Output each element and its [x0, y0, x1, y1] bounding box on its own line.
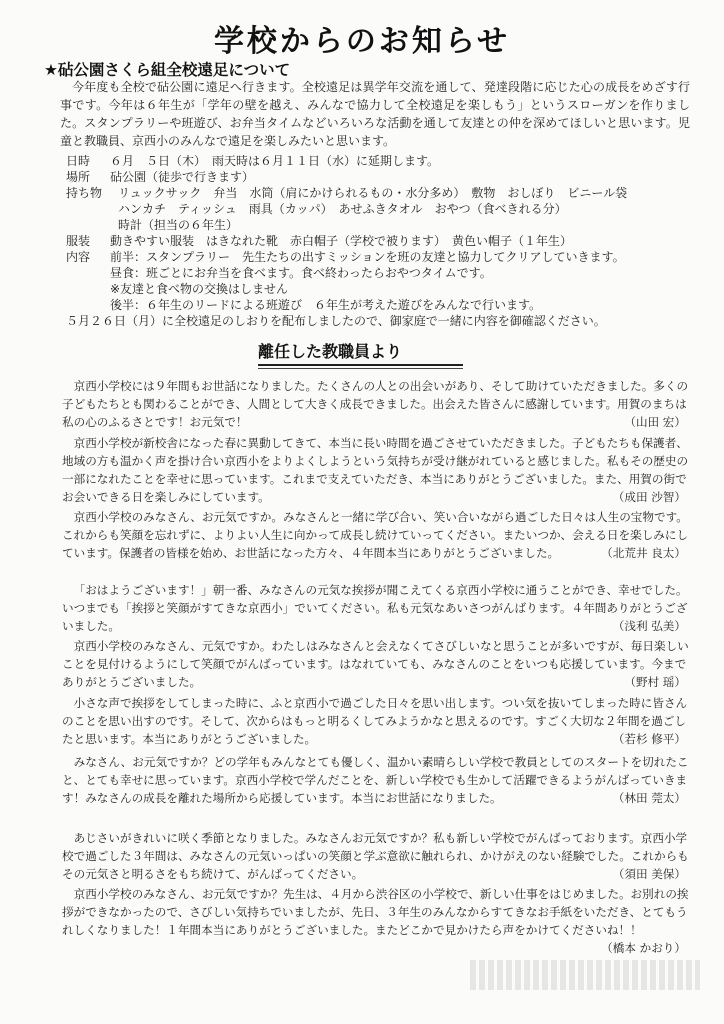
message-text: 「おはようございます！」朝一番、みなさんの元気な挨拶が聞こえてくる京西小学校に通うことができ、幸せでした。いつまでも「挨拶と笑顔がすてきな京西小」でいてください。私も元気なあいさつがんばります。４年間ありがとうございました。	[62, 583, 688, 633]
heading-underline	[258, 364, 463, 367]
message-signature: （若杉 修平）	[612, 732, 686, 746]
message-text: みなさん、お元気ですか？どの学年もみんなとても優しく、温かい素晴らしい学校で教員としてのスタートを切れたこと、とても幸せに思っています。京西小学校で学んだことを、新しい学校でも生かして活躍できるようがんばっていきます！みなさんの成長を離れた場所から応援しています。本当にお世話になりました。	[62, 755, 689, 805]
message-signature: （林田 莞太）	[612, 791, 686, 805]
place-value: 砧公園（徒歩で行きます）	[110, 170, 255, 184]
excursion-intro: 今年度も全校で砧公園に遠足へ行きます。全校遠足は異学年交流を通して、発達段階に応じた心の成長をめざす行事です。今年は６年生が「学年の壁を越え、みんなで協力して全校遠足を楽しもう」というスローガンを作りました。スタンプラリーや班遊び、お弁当タイムなどいろいろな活動を通して友達との仲を深めてほしいと思います。児童と教職員、京西小のみんなで遠足を楽しみたいと思います。	[60, 80, 690, 148]
message-signature: （山田 宏）	[624, 415, 686, 429]
message-text: あじさいがきれいに咲く季節となりました。みなさんお元気ですか？私も新しい学校でがんばっております。京西小学校で過ごした３年間は、みなさんの元気いっぱいの笑顔と学ぶ意欲に触れられ、かけがえのない経験でした。これからもその元気さと明るさをもち続けて、がんばってください。	[62, 831, 689, 881]
message-signature: （橋本 かおり）	[601, 941, 686, 955]
farewell-message	[62, 377, 690, 431]
farewell-message	[62, 581, 690, 635]
date-value: ６月 ５日（木） 雨天時は６月１１日（水）に延期します。	[110, 154, 440, 168]
message-signature: （須田 美保）	[612, 867, 686, 881]
farewell-message	[62, 434, 690, 506]
items-line-1: リュックサック 弁当 水筒（肩にかけられるもの・水分多め） 敷物 おしぼり ビニール袋	[118, 186, 628, 200]
content-line-1: 前半：スタンプラリー 先生たちの出すミッションを班の友達と協力してクリアしていきます。	[110, 250, 625, 264]
clothes-label: 服装	[66, 234, 91, 248]
items-line-2: ハンカチ ティッシュ 雨具（カッパ） あせふきタオル おやつ（食べきれる分）	[118, 202, 567, 216]
farewell-message	[62, 508, 690, 562]
place-label: 場所	[66, 170, 91, 184]
message-text: 京西小学校のみなさん、お元気ですか。みなさんと一緒に学び合い、笑い合いながら過ごした日々は人生の宝物です。これからも笑顔を忘れずに、よりよい人生に向かって成長し続けていってください。またいつか、会える日を楽しみにしています。保護者の皆様を始め、お世話になった方々、４年間本当にありがとうございました。	[62, 510, 689, 560]
content-line-2: 昼食：班ごとにお弁当を食べます。食べ終わったらおやつタイムです。	[110, 266, 492, 280]
farewell-message	[62, 694, 690, 748]
page-title: 学校からのお知らせ	[213, 24, 511, 59]
farewell-heading: 離任した教職員より	[258, 342, 403, 361]
content-label: 内容	[66, 250, 91, 264]
message-signature: （北荒井 良太）	[601, 546, 686, 560]
message-signature: （成田 沙智）	[612, 490, 686, 504]
message-signature: （野村 瑶）	[624, 675, 686, 689]
heading-underline-thin	[258, 368, 463, 370]
excursion-heading: ★砧公園さくら組全校遠足について	[44, 61, 291, 79]
message-text: 京西小学校のみなさん、元気ですか。わたしはみなさんと会えなくてさびしいなと思うことが多いですが、毎日楽しいことを見付けるようにして笑顔でがんばっています。はなれていても、みなさんのことをいつも応援しています。今までありがとうございました。	[62, 639, 689, 689]
message-signature: （浅利 弘美）	[612, 619, 686, 633]
date-label: 日時	[66, 154, 91, 168]
message-text: 京西小学校には９年間もお世話になりました。たくさんの人との出会いがあり、そして助けていただきました。多くの子どもたちとも関わることができ、人間として大きく成長できました。出会えた皆さんに感謝しています。用賀のまちは私の心のふるさとです！お元気で！	[62, 379, 689, 429]
clothes-value: 動きやすい服装 はきなれた靴 赤白帽子（学校で被ります） 黄色い帽子（１年生）	[110, 234, 573, 248]
message-text: 京西小学校が新校舎になった春に異動してきて、本当に長い時間を過ごさせていただきました。子どもたちも保護者、地域の方も温かく声を掛け合い京西小をよりよくしようという気持ちが受け継がれていると感じました。私もその歴史の一部になれたことを幸せに思っています。これまで支えていただき、本当にありがとうございました。また、用賀の街でお会いできる日を楽しみにしています。	[62, 436, 689, 504]
farewell-message	[62, 829, 690, 883]
content-line-3: ※友達と食べ物の交換はしません	[110, 282, 289, 296]
farewell-message	[62, 637, 690, 691]
items-label: 持ち物	[66, 186, 103, 200]
farewell-message	[62, 753, 690, 807]
content-line-4: 後半：６年生のリードによる班遊び ６年生が考えた遊びをみんなで行います。	[110, 298, 542, 312]
message-text: 京西小学校のみなさん、お元気ですか？先生は、４月から渋谷区の小学校で、新しい仕事をはじめました。お別れの挨拶ができなかったので、さびしい気持ちでいましたが、先日、３年生のみんなからすてきなお手紙をいただき、とてもうれしくなりました！１年間本当にありがとうございました。またどこかで見かけたら声をかけてくださいね！！	[62, 887, 689, 937]
farewell-message	[62, 885, 690, 957]
excursion-notice: ５月２６日（月）に全校遠足のしおりを配布しましたので、御家庭で一緒に内容を御確認ください。	[66, 314, 606, 328]
show-through-artifact	[470, 960, 700, 990]
items-line-3: 時計（担当の６年生）	[118, 218, 239, 232]
message-text: 小さな声で挨拶をしてしまった時に、ふと京西小で過ごした日々を思い出します。つい気を抜いてしまった時に皆さんのことを思い出すのです。そして、次からはもっと明るくしてみようかなと思えるのです。すごく大切な２年間を過ごしたと思います。本当にありがとうございました。	[62, 696, 688, 746]
